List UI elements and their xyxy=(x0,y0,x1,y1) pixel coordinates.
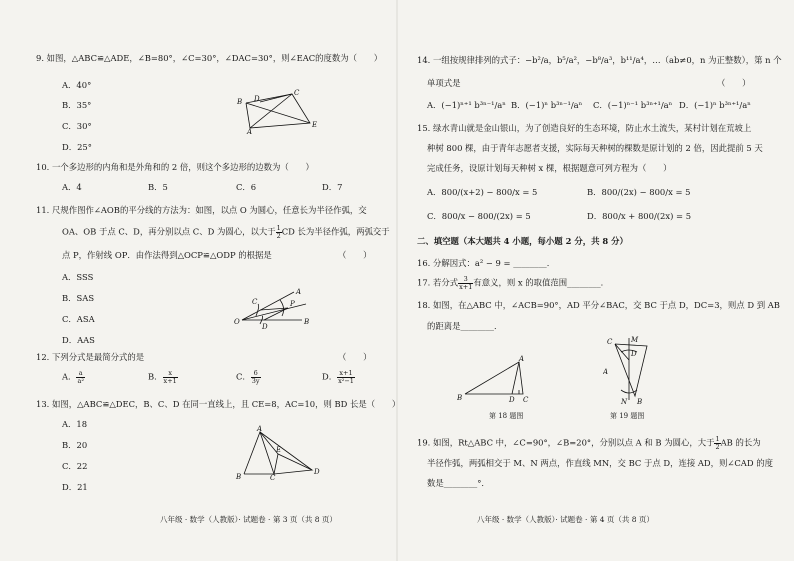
q11-label-a: A xyxy=(296,288,302,296)
q10-option-a: A．4 xyxy=(62,182,82,192)
q13-label-e: E xyxy=(276,446,282,454)
q13-label-a: A xyxy=(257,425,263,433)
q18-figure xyxy=(457,352,537,404)
q11-fraction-half: $\frac{1}{2}$ xyxy=(276,224,281,240)
q19-line-1-text-b: AB 的长为 xyxy=(720,437,761,448)
q13-option-c: C．22 xyxy=(62,461,88,471)
q19-label-m: M xyxy=(631,336,639,344)
q9-label-b: B xyxy=(237,98,243,106)
q12-option-a: A． $\frac{a}{\text{a²}}$ xyxy=(62,369,84,385)
question-19-line-2: 半径作弧，两弧相交于 M、N 两点，作直线 MN，交 BC 于点 D，连接 AD，则∠CAD 的度 xyxy=(427,458,773,468)
q15-option-d: D．800/x + 800/(2x) = 5 xyxy=(587,211,692,221)
q13-option-b: B．20 xyxy=(62,440,88,450)
q9-option-d: D．25° xyxy=(62,142,92,152)
q11-label-b: B xyxy=(304,318,310,326)
q18-figure-caption: 第 18 题图 xyxy=(489,412,524,420)
q9-option-b: B．35° xyxy=(62,100,92,110)
q11-figure xyxy=(234,286,314,330)
q13-option-a: A．18 xyxy=(62,419,88,429)
q13-label-b: B xyxy=(236,473,242,480)
q10-option-d: D．7 xyxy=(322,182,343,192)
question-17 xyxy=(417,276,609,290)
q13-label-d: D xyxy=(314,468,320,476)
question-19-line-1 xyxy=(417,436,761,450)
q9-option-a: A．40° xyxy=(62,80,92,90)
q13-label-c: C xyxy=(270,474,276,480)
question-19-line-3: 数是________°． xyxy=(427,478,490,488)
question-11-line-1: 11. 尺规作图作∠AOB的平分线的方法为：如图，以点 O 为圆心，任意长为半径作弧，交 xyxy=(36,205,367,215)
q11-option-a: A．SSS xyxy=(62,272,94,282)
question-12-stem: 12. 下列分式是最简分式的是 xyxy=(36,352,145,362)
q14-option-d: D．(−1)ⁿ b³ⁿ⁺¹/aⁿ xyxy=(679,100,751,110)
question-9-stem: 9. 如图，△ABC≌△ADE，∠B=80°，∠C=30°，∠DAC=30°，则∠EAC的度数为（ ） xyxy=(36,53,383,63)
q9-label-d: D xyxy=(254,95,260,103)
q18-label-d: D xyxy=(509,396,515,404)
question-10-stem: 10. 一个多边形的内角和是外角和的 2 倍，则这个多边形的边数为（ ） xyxy=(36,162,314,172)
q11-label-c: C xyxy=(252,298,258,306)
q11-label-o: O xyxy=(234,318,240,326)
q17-text-b: 有意义，则 x 的取值范围________． xyxy=(473,277,610,288)
question-18-line-2: 的距离是________． xyxy=(427,321,503,331)
q15-option-b: B．800/(2x) − 800/x = 5 xyxy=(587,187,691,197)
q19-label-c: C xyxy=(607,338,613,346)
q13-figure xyxy=(232,424,324,480)
question-18-line-1: 18. 如图，在△ABC 中，∠ACB=90°，AD 平分∠BAC，交 BC 于点 D，DC=3，则点 D 到 AB xyxy=(417,300,780,310)
q19-fraction-half: $\frac{1}{2}$ xyxy=(715,435,720,451)
q14-option-a: A．(−1)ⁿ⁺¹ b³ⁿ⁻¹/aⁿ xyxy=(427,100,506,110)
page-4-footer: 八年级 · 数学（人教版）· 试题卷 · 第 4 页（共 8 页） xyxy=(477,515,654,524)
q13-option-d: D．21 xyxy=(62,482,88,492)
q11-option-d: D．AAS xyxy=(62,335,95,345)
q15-option-a: A．800/(x+2) − 800/x = 5 xyxy=(427,187,538,197)
q19-label-n: N xyxy=(621,398,628,406)
question-16: 16. 分解因式：a² − 9 = ________． xyxy=(417,258,556,268)
q11-label-p: P xyxy=(290,300,295,308)
question-13-stem: 13. 如图，△ABC≌△DEC，B、C、D 在同一直线上，且 CE=8，AC=10，则 BD 长是（ ） xyxy=(36,399,401,409)
q19-label-a: A xyxy=(603,368,609,376)
q9-label-c: C xyxy=(294,89,300,97)
q19-label-d: D xyxy=(631,350,637,358)
q17-text-a: 17. 若分式 xyxy=(417,277,459,288)
q11-answer-paren: （ ） xyxy=(338,250,372,260)
q19-figure-caption: 第 19 题图 xyxy=(610,412,645,420)
question-11-line-2 xyxy=(62,225,390,239)
q19-line-1-text-a: 19. 如图，Rt△ABC 中，∠C=90°，∠B=20°，分别以点 A 和 B 为圆心，大于 xyxy=(417,437,715,448)
q9-figure xyxy=(232,86,322,134)
question-14-line-2: 单项式是 xyxy=(427,78,461,88)
q11-option-c: C．ASA xyxy=(62,314,95,324)
q18-label-b: B xyxy=(457,394,463,402)
q11-line-2-text-b: CD 长为半径作弧，两弧交于 xyxy=(281,226,390,237)
q12-option-d: D． $\frac{x+1}{\text{x²−1}}$ xyxy=(322,369,354,385)
page-3-footer: 八年级 · 数学（人教版）· 试题卷 · 第 3 页（共 8 页） xyxy=(160,515,337,524)
question-15-line-1: 15. 绿水青山就是金山银山，为了创造良好的生态环境，防止水土流失，某村计划在荒坡上 xyxy=(417,123,752,133)
q17-fraction: $\frac{3}{x+1}$ xyxy=(459,275,473,291)
section-2-heading: 二、填空题（本大题共 4 小题，每小题 2 分，共 8 分） xyxy=(417,236,628,246)
question-14-line-1: 14. 一组按规律排列的式子：−b²/a，b⁵/a²，−b⁸/a³，b¹¹/a⁴，…（ab≠0，n 为正整数），第 n 个 xyxy=(417,55,782,65)
q11-line-2-text-a: OA、OB 于点 C、D，再分别以点 C、D 为圆心，以大于 xyxy=(62,226,276,237)
q10-option-c: C．6 xyxy=(236,182,257,192)
question-15-line-2: 种树 800 棵，由于青年志愿者支援，实际每天种树的棵数是原计划的 2 倍，因此提前 5 天 xyxy=(427,143,763,153)
q18-label-a: A xyxy=(519,355,525,363)
exam-page-4 xyxy=(397,0,794,561)
q14-answer-paren: （ ） xyxy=(717,78,751,88)
q11-label-d: D xyxy=(262,323,268,330)
q10-option-b: B．5 xyxy=(148,182,168,192)
q12-option-c: C． $\frac{6}{3y}$ xyxy=(236,369,260,385)
question-15-line-3: 完成任务，设原计划每天种树 x 棵，根据题意可列方程为（ ） xyxy=(427,163,672,173)
q18-label-c: C xyxy=(523,396,529,404)
q9-label-a: A xyxy=(247,128,253,134)
q9-label-e: E xyxy=(312,121,318,129)
q15-option-c: C．800/x − 800/(2x) = 5 xyxy=(427,211,531,221)
q12-answer-paren: （ ） xyxy=(338,352,372,362)
q14-option-c: C．(−1)ⁿ⁻¹ b³ⁿ⁺¹/aⁿ xyxy=(593,100,673,110)
q19-label-b: B xyxy=(637,398,643,406)
q12-option-b: B． $\frac{x}{x+1}$ xyxy=(148,369,177,385)
q11-option-b: B．SAS xyxy=(62,293,95,303)
q9-option-c: C．30° xyxy=(62,121,92,131)
q19-figure xyxy=(603,334,661,406)
q14-option-b: B．(−1)ⁿ b³ⁿ⁻¹/aⁿ xyxy=(511,100,583,110)
question-11-line-3: 点 P，作射线 OP．由作法得到△OCP≌△ODP 的根据是 xyxy=(62,250,272,260)
